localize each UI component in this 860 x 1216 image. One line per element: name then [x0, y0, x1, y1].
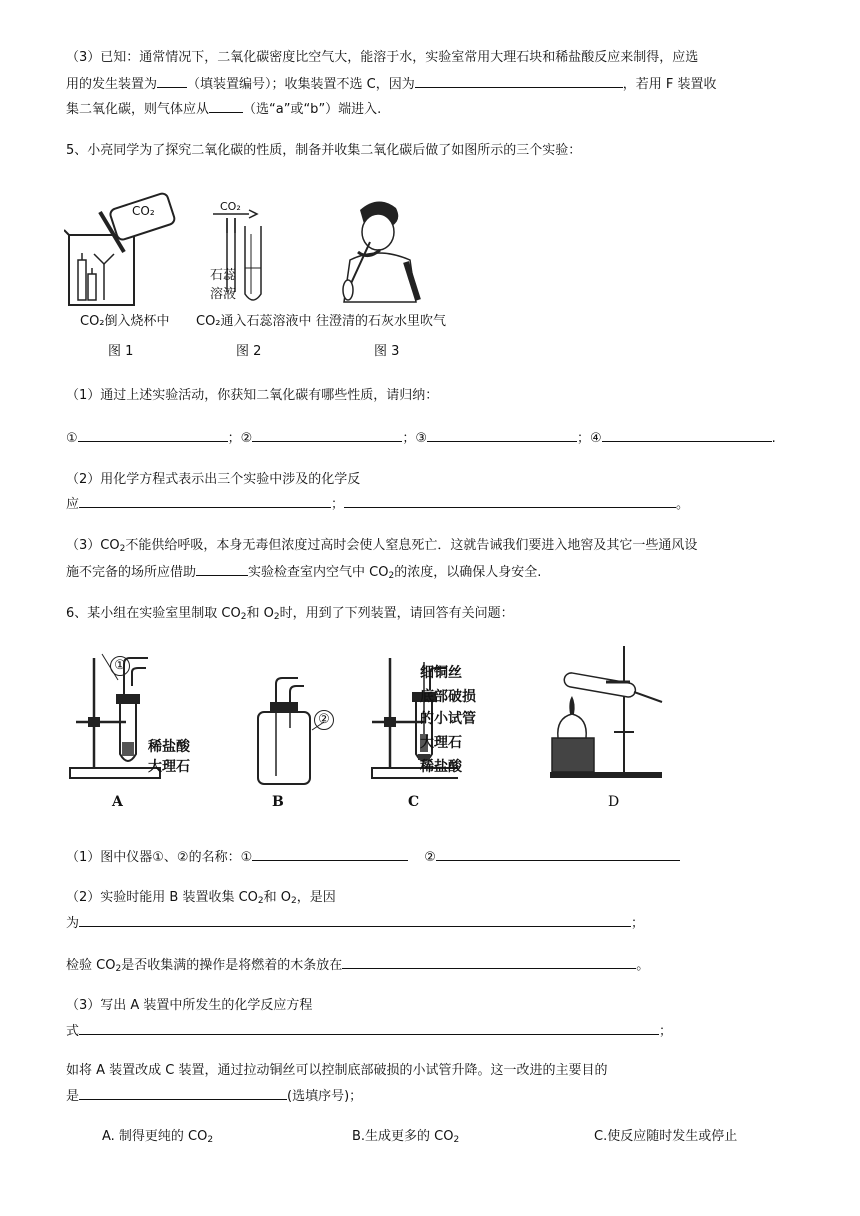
fig1-caption: CO₂倒入烧杯中	[80, 314, 170, 329]
q5-p1-blanks	[66, 427, 776, 449]
subscript: 2	[257, 896, 264, 906]
text: 式	[66, 1024, 80, 1039]
q5-p2-blanks	[66, 493, 689, 515]
blank[interactable]	[209, 98, 243, 113]
apparatus-b-marker: ②	[314, 710, 334, 730]
blank[interactable]	[78, 427, 228, 442]
blank[interactable]	[157, 73, 187, 88]
apparatus-d-label: D	[608, 794, 620, 810]
apparatus-d-illustration	[544, 642, 674, 782]
text: （2）用化学方程式表示出三个实验中涉及的化学反	[66, 472, 361, 487]
apparatus-c-label: C	[408, 794, 420, 810]
text: 和 O	[246, 606, 274, 621]
text: 如将 A 装置改成 C 装置，通过拉动铜丝可以控制底部破损的小试管升降。这一改进的主要目的	[66, 1063, 608, 1078]
subscript: 2	[291, 896, 297, 906]
fig3-label: 图 3	[374, 344, 400, 359]
fig2-label: 图 2	[236, 344, 262, 359]
fig1-co2-label: CO₂	[132, 204, 155, 218]
apparatus-a-marker: ①	[110, 656, 130, 676]
apparatus-c-tube-label-2: 的小试管	[420, 711, 476, 727]
q6-stem	[66, 604, 514, 627]
q4-3-line3	[66, 98, 381, 120]
apparatus-a-label: A	[112, 794, 123, 810]
text: B.生成更多的 CO	[352, 1129, 454, 1144]
blank[interactable]	[427, 427, 577, 442]
q4-3-line2	[66, 73, 716, 95]
text: ，若用 F 装置收	[622, 77, 717, 92]
apparatus-b-illustration	[238, 672, 348, 788]
subscript: 2	[207, 1135, 214, 1145]
q6-option-b[interactable]	[352, 1127, 459, 1150]
text: A. 制得更纯的 CO	[102, 1129, 208, 1144]
subscript: 2	[273, 612, 280, 622]
blank[interactable]	[252, 846, 408, 861]
blank[interactable]	[79, 1085, 287, 1100]
text: ；	[659, 1024, 673, 1039]
fig2-solution-label: 溶液	[210, 287, 237, 302]
apparatus-c-acid-label: 稀盐酸	[420, 759, 462, 775]
blank[interactable]	[342, 954, 636, 969]
text: 检验 CO	[66, 958, 116, 973]
subscript: 2	[453, 1135, 460, 1145]
q5-p3	[66, 536, 697, 559]
text: (选填序号)；	[287, 1089, 363, 1104]
text: （选“a”或“b”）端进入.	[243, 102, 382, 117]
subscript: 2	[119, 544, 126, 554]
fig3-boy-blowing-illustration	[320, 190, 440, 310]
text: （1）通过上述实验活动，你获知二氧化碳有哪些性质，请归纳：	[66, 388, 439, 403]
marker: ；③	[402, 431, 427, 446]
q6-p2-blank	[66, 912, 644, 934]
fig1-beaker-illustration	[64, 190, 184, 310]
text: 施不完备的场所应借助	[66, 565, 197, 580]
text: 。	[636, 958, 650, 973]
fig2-co2-label: CO₂	[220, 200, 241, 213]
q6-p1	[66, 846, 680, 868]
text: 的浓度，以确保人身安全.	[394, 565, 542, 580]
q6-p3-improve	[66, 1061, 608, 1081]
fig2-litmus-label: 石蕊	[210, 268, 237, 283]
text: 是否收集满的操作是将燃着的木条放在	[121, 958, 343, 973]
q6-option-a[interactable]	[102, 1127, 213, 1150]
subscript: 2	[388, 571, 395, 581]
apparatus-c-tube-label-1: 底部破损	[420, 689, 476, 705]
text: 和 O	[263, 890, 292, 905]
marker: ①	[66, 431, 78, 446]
marker: ；④	[576, 431, 602, 446]
blank[interactable]	[344, 493, 676, 508]
apparatus-c-marble-label: 大理石	[420, 735, 462, 751]
text: （3）CO	[66, 538, 120, 553]
fig2-caption: CO₂通入石蕊溶液中	[196, 314, 312, 329]
text: 集二氧化碳，则气体应从	[66, 102, 210, 117]
text: 是	[66, 1089, 80, 1104]
text: ；	[631, 916, 645, 931]
q5-p2	[66, 470, 360, 490]
text: （填装置编号）；收集装置不选 C，因为	[187, 77, 415, 92]
blank[interactable]	[79, 912, 631, 927]
text: （3）已知：通常情况下，二氧化碳密度比空气大，能溶于水，实验室常用大理石块和稀盐酸反应来制得，应选	[66, 50, 699, 65]
blank[interactable]	[196, 561, 248, 576]
subscript: 2	[115, 964, 122, 974]
blank[interactable]	[79, 493, 331, 508]
q6-p3-blank	[66, 1020, 672, 1042]
apparatus-b-label: B	[272, 794, 284, 810]
text: C.使反应随时发生或停止	[594, 1129, 738, 1144]
marker: ；②	[227, 431, 253, 446]
apparatus-a-illustration	[66, 650, 226, 790]
text: 时，用到了下列装置，请回答有关问题：	[279, 606, 514, 621]
q6-option-c[interactable]	[594, 1127, 737, 1147]
blank[interactable]	[602, 427, 772, 442]
blank[interactable]	[415, 73, 623, 88]
text: 6、某小组在实验室里制取 CO	[66, 606, 241, 621]
text: （2）实验时能用 B 装置收集 CO	[66, 890, 258, 905]
apparatus-a-marble-label: 大理石	[148, 759, 190, 775]
text: 为	[66, 916, 80, 931]
text: 。	[676, 497, 690, 512]
blank[interactable]	[79, 1020, 659, 1035]
q5-stem	[66, 141, 581, 161]
text: （3）写出 A 装置中所发生的化学反应方程	[66, 998, 313, 1013]
subscript: 2	[240, 612, 247, 622]
text: ；	[331, 497, 345, 512]
q6-p2	[66, 888, 336, 911]
apparatus-a-acid-label: 稀盐酸	[148, 739, 190, 755]
blank[interactable]	[436, 846, 680, 861]
q6-p3-select	[66, 1085, 362, 1107]
fig3-caption: 往澄清的石灰水里吹气	[316, 314, 447, 329]
q6-p2-check	[66, 954, 649, 979]
text: （1）图中仪器①、②的名称：①	[66, 850, 253, 865]
text: 用的发生装置为	[66, 77, 158, 92]
q4-3-line1	[66, 48, 698, 68]
text: ，是因	[296, 890, 336, 905]
text: 不能供给呼吸，本身无毒但浓度过高时会使人窒息死亡．这就告诫我们要进入地窖及其它一些通风设	[125, 538, 698, 553]
text: .	[771, 431, 776, 446]
apparatus-c-wire-label: 细铜丝	[420, 665, 462, 681]
fig1-label: 图 1	[108, 344, 134, 359]
blank[interactable]	[252, 427, 402, 442]
q5-p3-line2	[66, 561, 541, 586]
text: 实验检查室内空气中 CO	[248, 565, 389, 580]
q5-p1	[66, 386, 438, 406]
text: 应	[66, 497, 80, 512]
text: ②	[424, 850, 436, 865]
text: 5、小亮同学为了探究二氧化碳的性质，制备并收集二氧化碳后做了如图所示的三个实验：	[66, 143, 582, 158]
q6-p3	[66, 996, 312, 1016]
